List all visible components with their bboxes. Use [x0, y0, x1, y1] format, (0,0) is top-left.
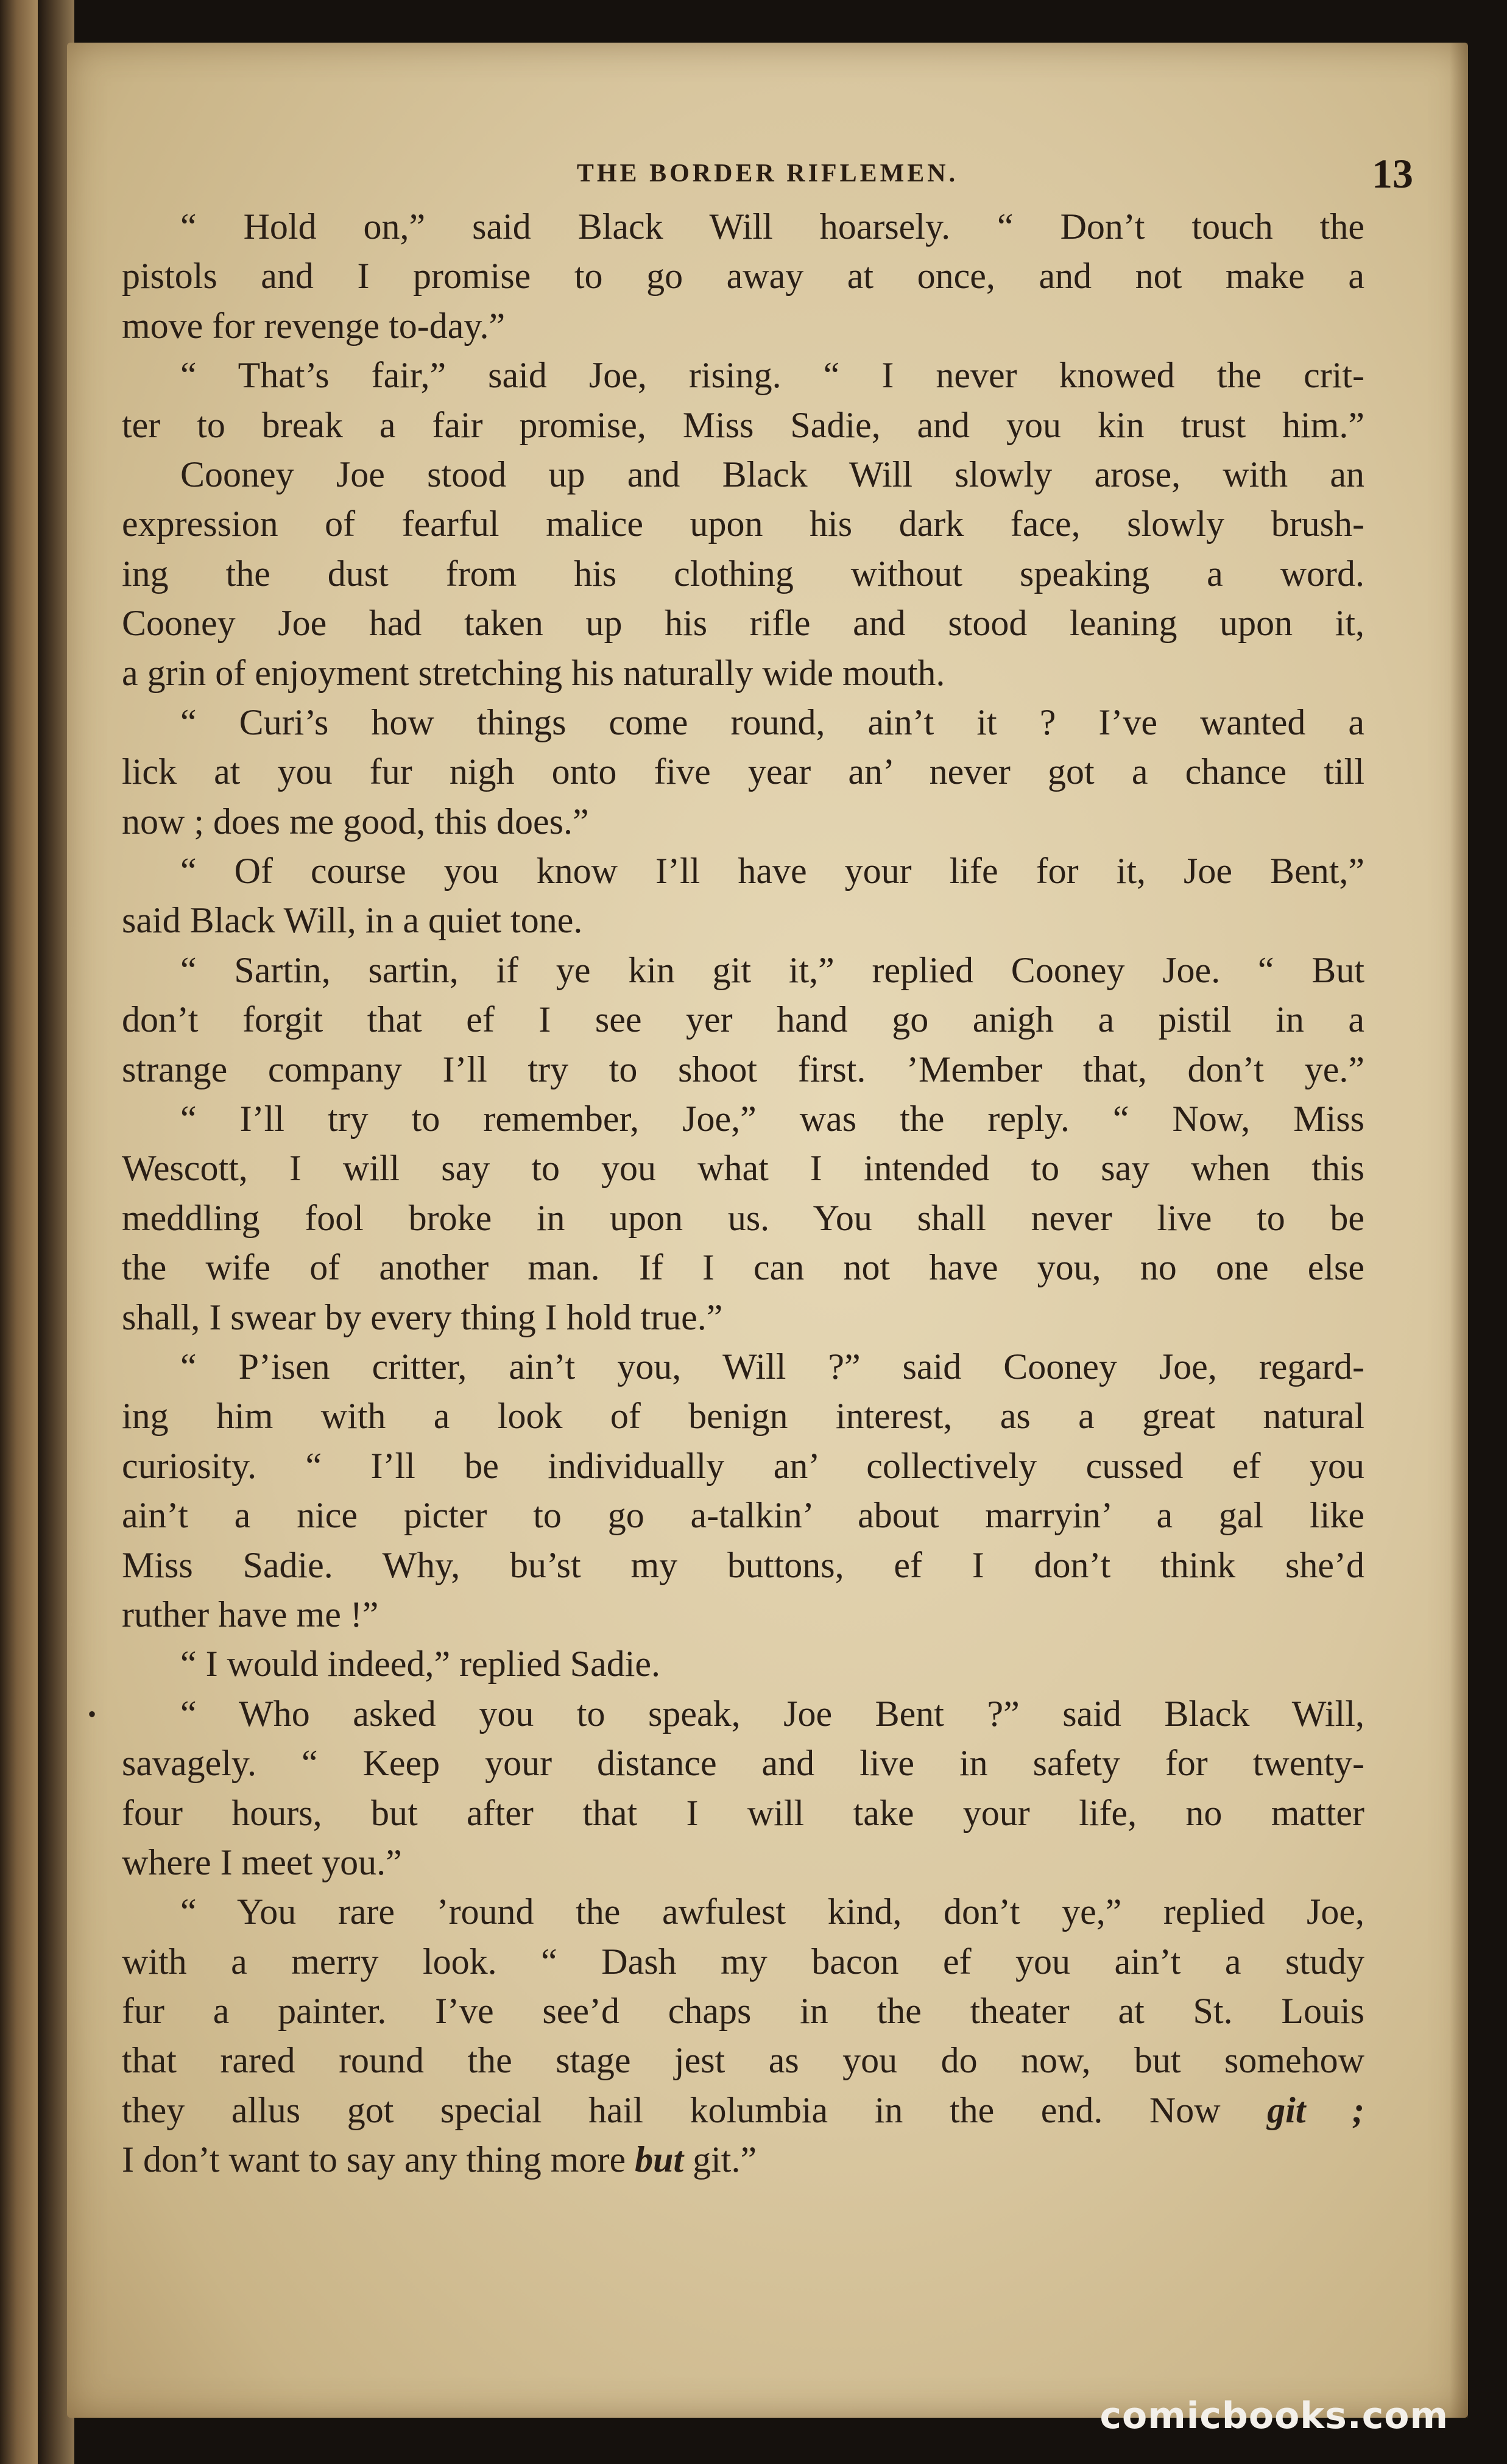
text-run: with a merry look. “ Dash my bacon ef you ain’t a study: [122, 1941, 1364, 1982]
text-line: [122, 252, 1364, 301]
text-run: “ You rare ’round the awfulest kind, don’t ye,” replied Joe,: [180, 1892, 1364, 1932]
margin-bullet-mark: •: [88, 1700, 97, 1728]
text-line: [122, 847, 1364, 896]
text-line: [122, 2036, 1364, 2085]
text-line: [122, 995, 1364, 1044]
text-line: [122, 2135, 1364, 2184]
text-line: [122, 1194, 1364, 1243]
text-line: [122, 896, 1364, 945]
text-run: said Black Will, in a quiet tone.: [122, 900, 583, 941]
text-line: [122, 599, 1364, 648]
text-run: four hours, but after that I will take your life, no matter: [122, 1792, 1364, 1833]
text-line: [122, 797, 1364, 847]
text-run: ing the dust from his clothing without speaking a word.: [122, 553, 1364, 594]
text-line: [122, 747, 1364, 797]
text-run: ter to break a fair promise, Miss Sadie, and you kin trust him.”: [122, 404, 1364, 445]
text-line: [122, 1293, 1364, 1342]
text-line: [122, 499, 1364, 549]
text-line: [122, 946, 1364, 995]
body-text: [88, 202, 1364, 2185]
text-run: expression of fearful malice upon his dark face, slowly brush-: [122, 504, 1364, 544]
text-run: “ I’ll try to remember, Joe,” was the reply. “ Now, Miss: [180, 1099, 1364, 1139]
text-run: that rared round the stage jest as you do now, but somehow: [122, 2040, 1364, 2081]
text-line: [122, 1144, 1364, 1193]
text-line: [122, 1342, 1364, 1392]
text-run: a grin of enjoyment stretching his naturally wide mouth.: [122, 652, 945, 693]
text-line: [122, 549, 1364, 599]
text-run: I don’t want to say any thing more: [122, 2139, 635, 2180]
text-run: move for revenge to-day.”: [122, 305, 506, 346]
text-line: [122, 1392, 1364, 1441]
text-line: [122, 698, 1364, 747]
page-edge-shadow: [1450, 43, 1468, 2418]
text-run: “ I would indeed,” replied Sadie.: [180, 1644, 661, 1684]
text-run: curiosity. “ I’ll be individually an’ collectively cussed ef you: [122, 1445, 1364, 1486]
text-line: [122, 1094, 1364, 1144]
text-run: “ Who asked you to speak, Joe Bent ?” said Black Will,: [180, 1693, 1364, 1734]
text-line: [122, 301, 1364, 351]
text-run: they allus got special hail kolumbia in the end. Now: [122, 2089, 1268, 2130]
text-run: Cooney Joe had taken up his rifle and stood leaning upon it,: [122, 603, 1364, 644]
text-run: where I meet you.”: [122, 1842, 402, 1882]
text-run: “ That’s fair,” said Joe, rising. “ I never knowed the crit-: [180, 355, 1364, 396]
text-line: [122, 401, 1364, 450]
text-run: Wescott, I will say to you what I intended to say when this: [122, 1148, 1364, 1189]
text-line: [122, 1590, 1364, 1639]
text-line: [122, 202, 1364, 252]
text-line: [122, 1243, 1364, 1292]
text-line: [122, 1639, 1364, 1689]
text-run: the wife of another man. If I can not have you, no one else: [122, 1247, 1364, 1288]
text-line: [122, 1838, 1364, 1887]
text-run: ing him with a look of benign interest, as a great natural: [122, 1396, 1364, 1437]
italic-text: but: [635, 2139, 684, 2180]
text-run: shall, I swear by every thing I hold true.”: [122, 1297, 723, 1337]
text-run: “ Of course you know I’ll have your life for it, Joe Bent,”: [180, 851, 1364, 892]
text-line: [122, 1887, 1364, 1937]
text-run: ruther have me !”: [122, 1594, 379, 1635]
text-line: [88, 1689, 1364, 1739]
text-run: “ Hold on,” said Black Will hoarsely. “ Don’t touch the: [180, 206, 1364, 247]
text-run: “ Curi’s how things come round, ain’t it ? I’ve wanted a: [180, 702, 1364, 742]
text-line: [122, 2086, 1364, 2135]
text-line: [122, 1987, 1364, 2036]
text-line: [122, 1937, 1364, 1987]
text-run: don’t forgit that ef I see yer hand go anigh a pistil in a: [122, 999, 1364, 1040]
text-line: [122, 649, 1364, 698]
text-line: [122, 1739, 1364, 1788]
text-run: Miss Sadie. Why, bu’st my buttons, ef I don’t think she’d: [122, 1544, 1364, 1585]
text-run: pistols and I promise to go away at once, and not make a: [122, 256, 1364, 297]
text-run: git.”: [683, 2139, 757, 2180]
text-run: ain’t a nice picter to go a-talkin’ about marryin’ a gal like: [122, 1495, 1364, 1536]
text-run: now ; does me good, this does.”: [122, 801, 589, 842]
text-run: “ P’isen critter, ain’t you, Will ?” said Cooney Joe, regard-: [180, 1346, 1364, 1387]
facing-page-edge: [0, 0, 38, 2464]
text-line: [122, 1045, 1364, 1094]
text-line: [122, 1441, 1364, 1491]
text-line: [122, 1789, 1364, 1838]
text-line: [122, 1491, 1364, 1540]
text-run: “ Sartin, sartin, if ye kin git it,” replied Cooney Joe. “ But: [180, 949, 1364, 990]
page-number: 13: [1372, 150, 1413, 197]
text-line: [122, 450, 1364, 499]
text-run: savagely. “ Keep your distance and live in safety for twenty-: [122, 1743, 1364, 1784]
running-head: [67, 149, 1468, 198]
text-run: lick at you fur nigh onto five year an’ never got a chance till: [122, 752, 1364, 792]
running-title: THE BORDER RIFLEMEN.: [576, 160, 959, 188]
italic-text: git ;: [1267, 2089, 1364, 2130]
text-lines: [88, 202, 1364, 2086]
watermark: comicbooks.com: [1099, 2395, 1449, 2437]
text-run: strange company I’ll try to shoot first. ’Member that, don’t ye.”: [122, 1049, 1364, 1089]
book-page: [67, 43, 1468, 2418]
text-run: meddling fool broke in upon us. You shall never live to be: [122, 1197, 1364, 1238]
text-line: [122, 1541, 1364, 1590]
text-line: [122, 351, 1364, 400]
text-run: fur a painter. I’ve see’d chaps in the theater at St. Louis: [122, 1991, 1364, 2032]
text-run: Cooney Joe stood up and Black Will slowly arose, with an: [180, 454, 1364, 495]
